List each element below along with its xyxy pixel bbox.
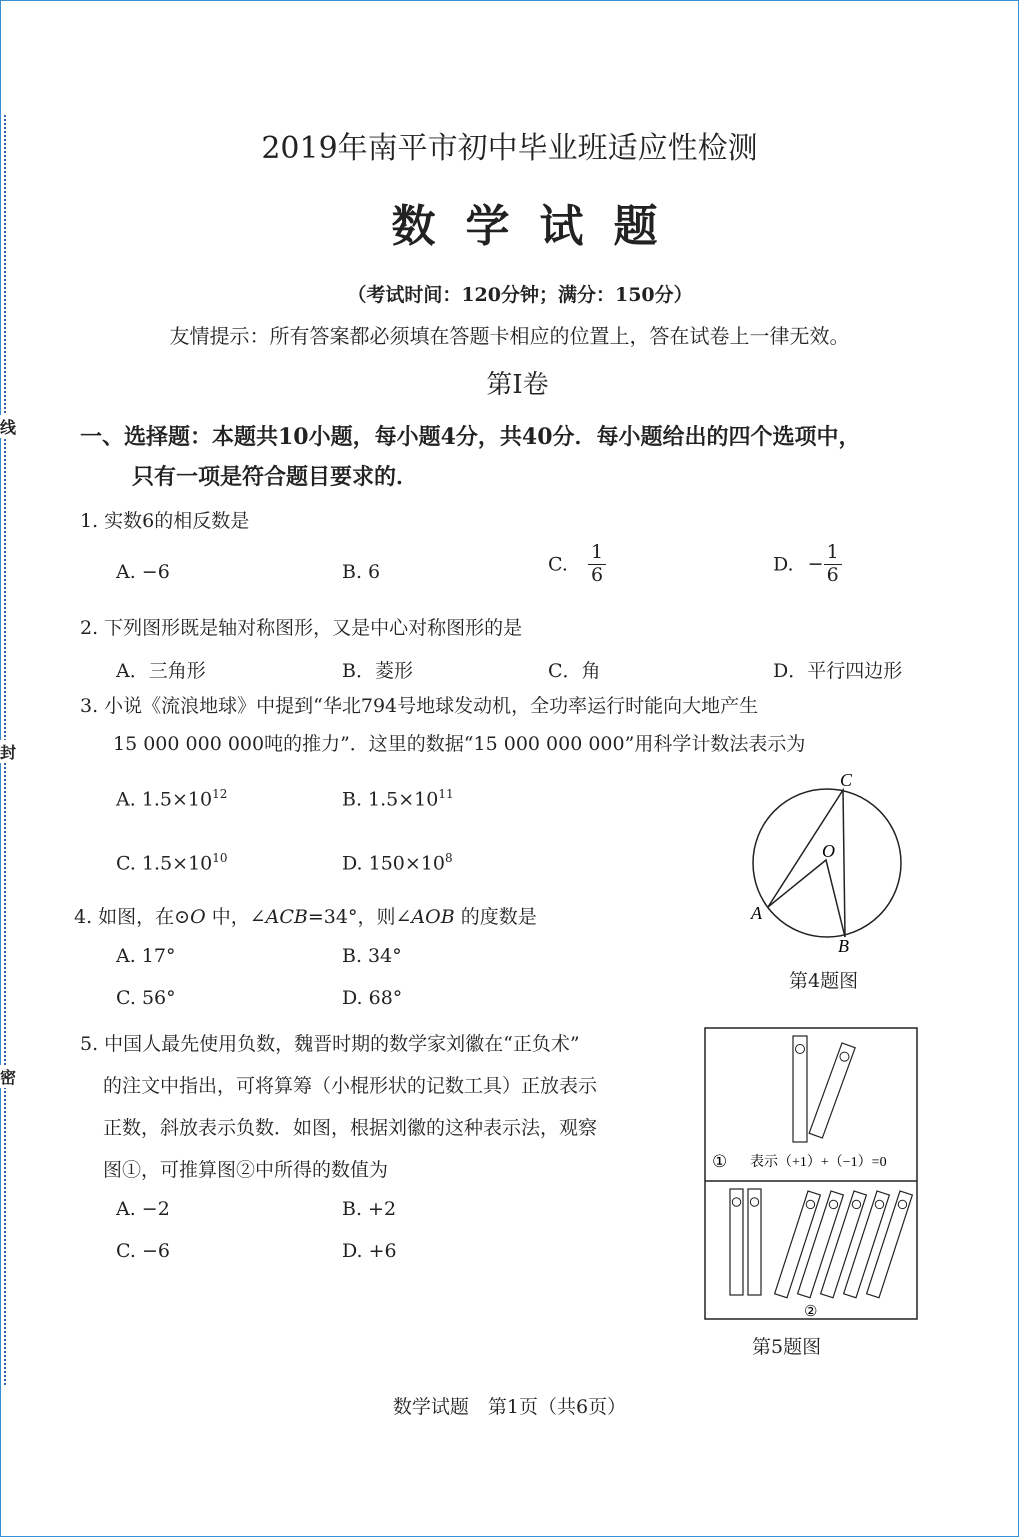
upright-rod [793, 1036, 807, 1142]
q4-option-b: B. 34° [342, 945, 402, 967]
triangle-acb [768, 790, 845, 937]
q4-figure-caption: 第4题图 [789, 970, 859, 992]
q3-stem-line1: 3. 小说《流浪地球》中提到“华北794号地球发动机，全功率运行时能向大地产生 [80, 695, 759, 717]
q4-stem-acb: ACB [265, 906, 308, 928]
option-base: D. 150×10 [342, 852, 445, 875]
q5-option-d: D. +6 [342, 1240, 397, 1262]
q4-stem-part: =34°，则∠ [307, 906, 412, 928]
q2-option-b: B．菱形 [342, 660, 413, 682]
q1-stem: 1. 实数6的相反数是 [80, 510, 250, 532]
upright-rod [730, 1189, 743, 1295]
binding-mark-seal: 封 [0, 740, 16, 763]
rod-hole [874, 1199, 885, 1210]
point-b-label: B [838, 936, 849, 956]
option-base: C. 1.5×10 [116, 852, 213, 875]
binding-mark-line: 线 [0, 415, 16, 438]
q4-stem-aob: AOB [411, 906, 455, 928]
q5-counting-rods-figure [700, 1023, 924, 1325]
q4-stem-part: 中，∠ [205, 906, 266, 928]
upright-rod [748, 1189, 761, 1295]
q1-option-d-label: D. [773, 553, 794, 576]
q4-stem-part: 4. 如图，在⊙ [74, 906, 191, 928]
option-exponent: 12 [212, 787, 228, 801]
point-o-label: O [822, 841, 835, 861]
q4-option-c: C. 56° [116, 987, 176, 1009]
q5-option-a: A. −2 [116, 1198, 170, 1220]
rod-hole [805, 1199, 816, 1210]
section-heading-cont: 只有一项是符合题目要求的． [132, 464, 419, 490]
rod-hole [851, 1199, 862, 1210]
q1-option-a: A. −6 [116, 561, 170, 583]
exam-info: （考试时间：120分钟；满分：150分） [347, 284, 693, 306]
volume-title: 第Ⅰ卷 [486, 370, 549, 400]
q2-option-c: C．角 [548, 660, 601, 682]
option-exponent: 8 [445, 851, 453, 865]
q4-stem-o: O [190, 906, 206, 928]
q5-figure-caption: 第5题图 [752, 1336, 822, 1358]
q1-option-b: B. 6 [342, 561, 381, 583]
angle-aob [768, 860, 845, 937]
fraction-numerator: 1 [588, 542, 606, 565]
fig1-expression: 表示（+1）+（−1）=0 [750, 1155, 887, 1170]
rod-hole [732, 1198, 740, 1206]
option-base: A. 1.5×10 [116, 788, 213, 811]
q4-option-a: A. 17° [116, 945, 176, 967]
rod-hole [828, 1199, 839, 1210]
rod-hole [839, 1051, 851, 1063]
q5-option-b: B. +2 [342, 1198, 397, 1220]
slanted-rod [809, 1043, 855, 1138]
q1-option-d [773, 542, 842, 587]
q4-circle-figure [740, 765, 920, 960]
q5-stem-line1: 5. 中国人最先使用负数，魏晋时期的数学家刘徽在“正负术” [80, 1033, 580, 1055]
q2-option-a: A．三角形 [116, 660, 206, 682]
q2-option-d: D．平行四边形 [773, 660, 903, 682]
q1-option-d-fraction [824, 542, 842, 587]
q4-stem-part: 的度数是 [454, 906, 537, 928]
fig2-label: ② [804, 1304, 818, 1320]
q5-option-c: C. −6 [116, 1240, 170, 1262]
q4-stem [74, 902, 537, 929]
minus-sign: − [807, 553, 824, 576]
option-exponent: 10 [212, 851, 228, 865]
option-exponent: 11 [438, 787, 454, 801]
figure-frame [705, 1028, 917, 1319]
q5-stem-line3: 正数，斜放表示负数．如图，根据刘徽的这种表示法，观察 [103, 1117, 598, 1139]
q4-option-d: D. 68° [342, 987, 403, 1009]
subject-title: 数学试题 [391, 201, 688, 252]
fraction-denominator: 6 [590, 563, 604, 586]
rod-hole [796, 1045, 805, 1054]
tip-text: 友情提示：所有答案都必须填在答题卡相应的位置上，答在试卷上一律无效。 [169, 324, 850, 348]
rod-hole [897, 1199, 908, 1210]
fraction-numerator: 1 [824, 542, 842, 565]
point-a-label: A [751, 903, 762, 923]
q5-stem-line4: 图①，可推算图②中所得的数值为 [103, 1159, 389, 1181]
q3-option-a [116, 787, 227, 810]
q2-stem: 2. 下列图形既是轴对称图形，又是中心对称图形的是 [80, 617, 523, 639]
q3-option-b [342, 787, 454, 810]
fraction-denominator: 6 [826, 563, 839, 586]
point-c-label: C [840, 770, 853, 790]
binding-mark-secret: 密 [0, 1065, 16, 1088]
q3-stem-line2: 15 000 000 000吨的推力”．这里的数据“15 000 000 000”用科学计数法表示为 [113, 733, 806, 755]
fig1-label: ① [712, 1152, 728, 1171]
section-heading: 一、选择题：本题共10小题，每小题4分，共40分．每小题给出的四个选项中， [80, 424, 861, 450]
option-base: B. 1.5×10 [342, 788, 439, 811]
q3-option-c [116, 851, 228, 874]
q3-option-d [342, 851, 453, 874]
exam-title: 2019年南平市初中毕业班适应性检测 [261, 131, 758, 166]
page-footer: 数学试题 第1页（共6页） [392, 1396, 627, 1418]
q1-option-c [548, 542, 606, 587]
q5-stem-line2: 的注文中指出，可将算筹（小棍形状的记数工具）正放表示 [103, 1075, 598, 1097]
q1-option-c-label: C. [548, 553, 568, 576]
rod-hole [750, 1198, 758, 1206]
q1-option-c-fraction [588, 542, 606, 587]
